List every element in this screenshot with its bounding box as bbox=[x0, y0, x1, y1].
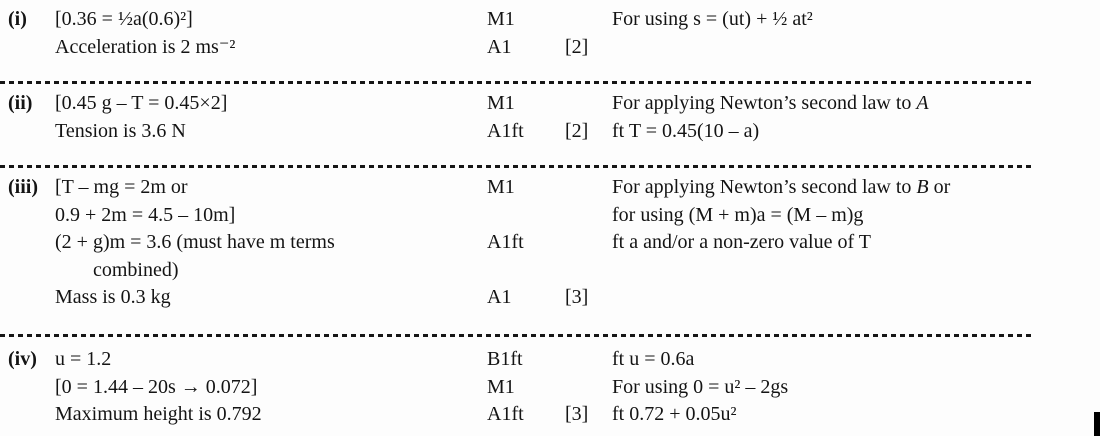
comment-part: ft 0.72 + 0.05u² bbox=[612, 403, 737, 425]
part-label: (iv) bbox=[8, 348, 37, 370]
total-marks: [2] bbox=[565, 35, 589, 58]
mark-code: B1ft bbox=[487, 348, 523, 370]
section-part-iii bbox=[0, 168, 1100, 334]
scheme-line bbox=[0, 34, 1100, 62]
total-marks bbox=[565, 257, 612, 285]
comment-part: ft a and/or a non-zero value of T bbox=[612, 231, 871, 253]
total-marks bbox=[565, 346, 612, 374]
section-part-iv bbox=[0, 337, 1100, 436]
mark-code: M1 bbox=[487, 176, 515, 198]
mark-code: A1ft bbox=[487, 119, 524, 142]
mark-code: M1 bbox=[487, 375, 515, 398]
answer-text: [0.36 = ½a(0.6)²] bbox=[55, 8, 193, 30]
section-part-i bbox=[0, 0, 1100, 81]
part-label bbox=[0, 34, 55, 62]
mark-code: A1 bbox=[487, 35, 512, 58]
part-label: (iii) bbox=[8, 176, 38, 198]
comment-part: For using s = (ut) + ½ at² bbox=[612, 8, 813, 30]
comment-part: or bbox=[928, 176, 951, 198]
scheme-line bbox=[0, 374, 1100, 402]
answer-text: Acceleration is 2 ms⁻² bbox=[55, 35, 236, 58]
answer-text: combined) bbox=[93, 258, 179, 281]
answer-text: [T – mg = 2m or bbox=[55, 176, 188, 198]
mark-code bbox=[487, 202, 565, 230]
part-label bbox=[0, 257, 55, 285]
answer-text: [0 = 1.44 – 20s → 0.072] bbox=[55, 375, 258, 398]
mark-code: A1ft bbox=[487, 231, 524, 253]
scheme-line bbox=[0, 6, 1100, 34]
part-label: (ii) bbox=[8, 92, 33, 114]
part-label bbox=[0, 374, 55, 402]
comment-part: For applying Newton’s second law to bbox=[612, 176, 917, 198]
total-marks bbox=[565, 90, 612, 118]
comment-part: ft u = 0.6a bbox=[612, 348, 695, 370]
comment-text bbox=[612, 401, 1100, 429]
mark-code: A1 bbox=[487, 286, 512, 308]
comment-text bbox=[612, 346, 1100, 374]
answer-text: u = 1.2 bbox=[55, 348, 112, 370]
comment-text bbox=[612, 174, 1100, 202]
comment-text bbox=[612, 229, 1100, 257]
scheme-line bbox=[0, 90, 1100, 118]
total-marks bbox=[565, 229, 612, 257]
total-marks bbox=[565, 374, 612, 402]
answer-text: Tension is 3.6 N bbox=[55, 119, 186, 142]
part-label bbox=[0, 229, 55, 257]
scheme-line bbox=[0, 257, 1100, 285]
mark-code bbox=[487, 257, 565, 285]
comment-text bbox=[612, 374, 1100, 402]
comment-text bbox=[612, 118, 1100, 146]
total-marks bbox=[565, 6, 612, 34]
part-label bbox=[0, 202, 55, 230]
answer-text: Maximum height is 0.792 bbox=[55, 403, 262, 425]
comment-text bbox=[612, 90, 1100, 118]
comment-text bbox=[612, 202, 1100, 230]
scheme-line bbox=[0, 202, 1100, 230]
part-label: (i) bbox=[8, 8, 27, 30]
scan-artifact-bar bbox=[1094, 412, 1100, 436]
scheme-line bbox=[0, 174, 1100, 202]
comment-part: for using (M + m)a = (M – m)g bbox=[612, 203, 864, 226]
part-label bbox=[0, 118, 55, 146]
part-label bbox=[0, 401, 55, 429]
total-marks: [3] bbox=[565, 403, 589, 425]
answer-text: Mass is 0.3 kg bbox=[55, 286, 171, 308]
mark-code: M1 bbox=[487, 8, 515, 30]
scheme-line bbox=[0, 346, 1100, 374]
answer-text: [0.45 g – T = 0.45×2] bbox=[55, 92, 228, 114]
mark-code: A1ft bbox=[487, 403, 524, 425]
comment-part: For applying Newton’s second law to bbox=[612, 92, 917, 114]
comment-text bbox=[612, 34, 1100, 62]
mark-code: M1 bbox=[487, 92, 515, 114]
answer-text: (2 + g)m = 3.6 (must have m terms bbox=[55, 231, 335, 253]
section-part-ii bbox=[0, 84, 1100, 165]
comment-part: ft T = 0.45(10 – a) bbox=[612, 119, 760, 142]
comment-text bbox=[612, 6, 1100, 34]
scheme-line bbox=[0, 284, 1100, 312]
comment-part-italic: B bbox=[916, 176, 929, 198]
answer-text: 0.9 + 2m = 4.5 – 10m] bbox=[55, 203, 236, 226]
total-marks bbox=[565, 202, 612, 230]
comment-part: For using 0 = u² – 2gs bbox=[612, 375, 789, 398]
total-marks bbox=[565, 174, 612, 202]
total-marks: [3] bbox=[565, 286, 589, 308]
scheme-line bbox=[0, 118, 1100, 146]
scheme-line bbox=[0, 401, 1100, 429]
comment-text bbox=[612, 284, 1100, 312]
comment-part-italic: A bbox=[916, 92, 929, 114]
scheme-line bbox=[0, 229, 1100, 257]
part-label bbox=[0, 284, 55, 312]
total-marks: [2] bbox=[565, 119, 589, 142]
comment-text bbox=[612, 257, 1100, 285]
